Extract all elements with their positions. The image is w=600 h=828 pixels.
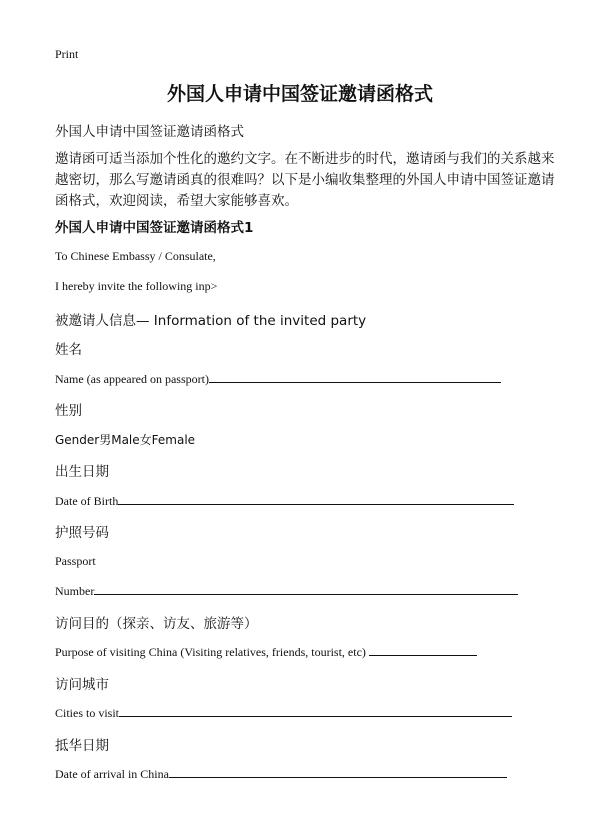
passport-number-row — [55, 583, 518, 599]
gender-label-cn: 性别 — [55, 403, 82, 419]
section-heading: 外国人申请中国签证邀请函格式1 — [55, 220, 254, 236]
name-field-row — [55, 371, 501, 387]
passport-label-cn: 护照号码 — [55, 525, 109, 541]
dob-label-cn: 出生日期 — [55, 464, 109, 480]
arrival-fill-line[interactable] — [169, 766, 507, 778]
invite-line: I hereby invite the following inp> — [55, 279, 218, 293]
document-subtitle: 外国人申请中国签证邀请函格式 — [55, 124, 244, 140]
arrival-label-cn: 抵华日期 — [55, 738, 109, 754]
passport-number-fill-line[interactable] — [94, 583, 518, 595]
print-link[interactable]: Print — [55, 47, 79, 61]
passport-label-en: Passport — [55, 554, 96, 568]
passport-number-label: Number — [55, 584, 95, 598]
arrival-field-row — [55, 766, 507, 782]
name-label-en: Name (as appeared on passport) — [55, 372, 209, 386]
gender-label-en: Gender男Male女Female — [55, 433, 196, 447]
invitee-info-text: 被邀请人信息— Information of the invited party — [55, 313, 367, 329]
document-title: 外国人申请中国签证邀请函格式 — [166, 83, 433, 105]
purpose-field-row — [55, 644, 477, 660]
dob-field-row — [55, 493, 514, 509]
name-fill-line[interactable] — [209, 371, 501, 383]
arrival-label-en: Date of arrival in China — [55, 767, 169, 781]
dob-label-en: Date of Birth — [55, 494, 119, 508]
gender-line — [55, 431, 195, 448]
greeting-line: To Chinese Embassy / Consulate, — [55, 249, 216, 263]
purpose-label-cn: 访问目的（探亲、访友、旅游等） — [55, 616, 258, 632]
cities-label-cn: 访问城市 — [55, 677, 109, 693]
intro-paragraph: 邀请函可适当添加个性化的邀约文字。在不断进步的时代，邀请函与我们的关系越来越密切，那么写邀请函真的很难吗？以下是小编收集整理的外国人申请中国签证邀请函格式，欢迎阅读，希望大家能够喜欢。 — [55, 151, 555, 209]
invitee-info-line — [55, 309, 366, 329]
purpose-label-en: Purpose of visiting China (Visiting relatives, friends, tourist, etc) — [55, 645, 366, 659]
cities-fill-line[interactable] — [119, 705, 512, 717]
purpose-fill-line[interactable] — [369, 644, 477, 656]
cities-label-en: Cities to visit — [55, 706, 120, 720]
dob-fill-line[interactable] — [118, 493, 514, 505]
cities-field-row — [55, 705, 512, 721]
name-label-cn: 姓名 — [55, 342, 82, 358]
